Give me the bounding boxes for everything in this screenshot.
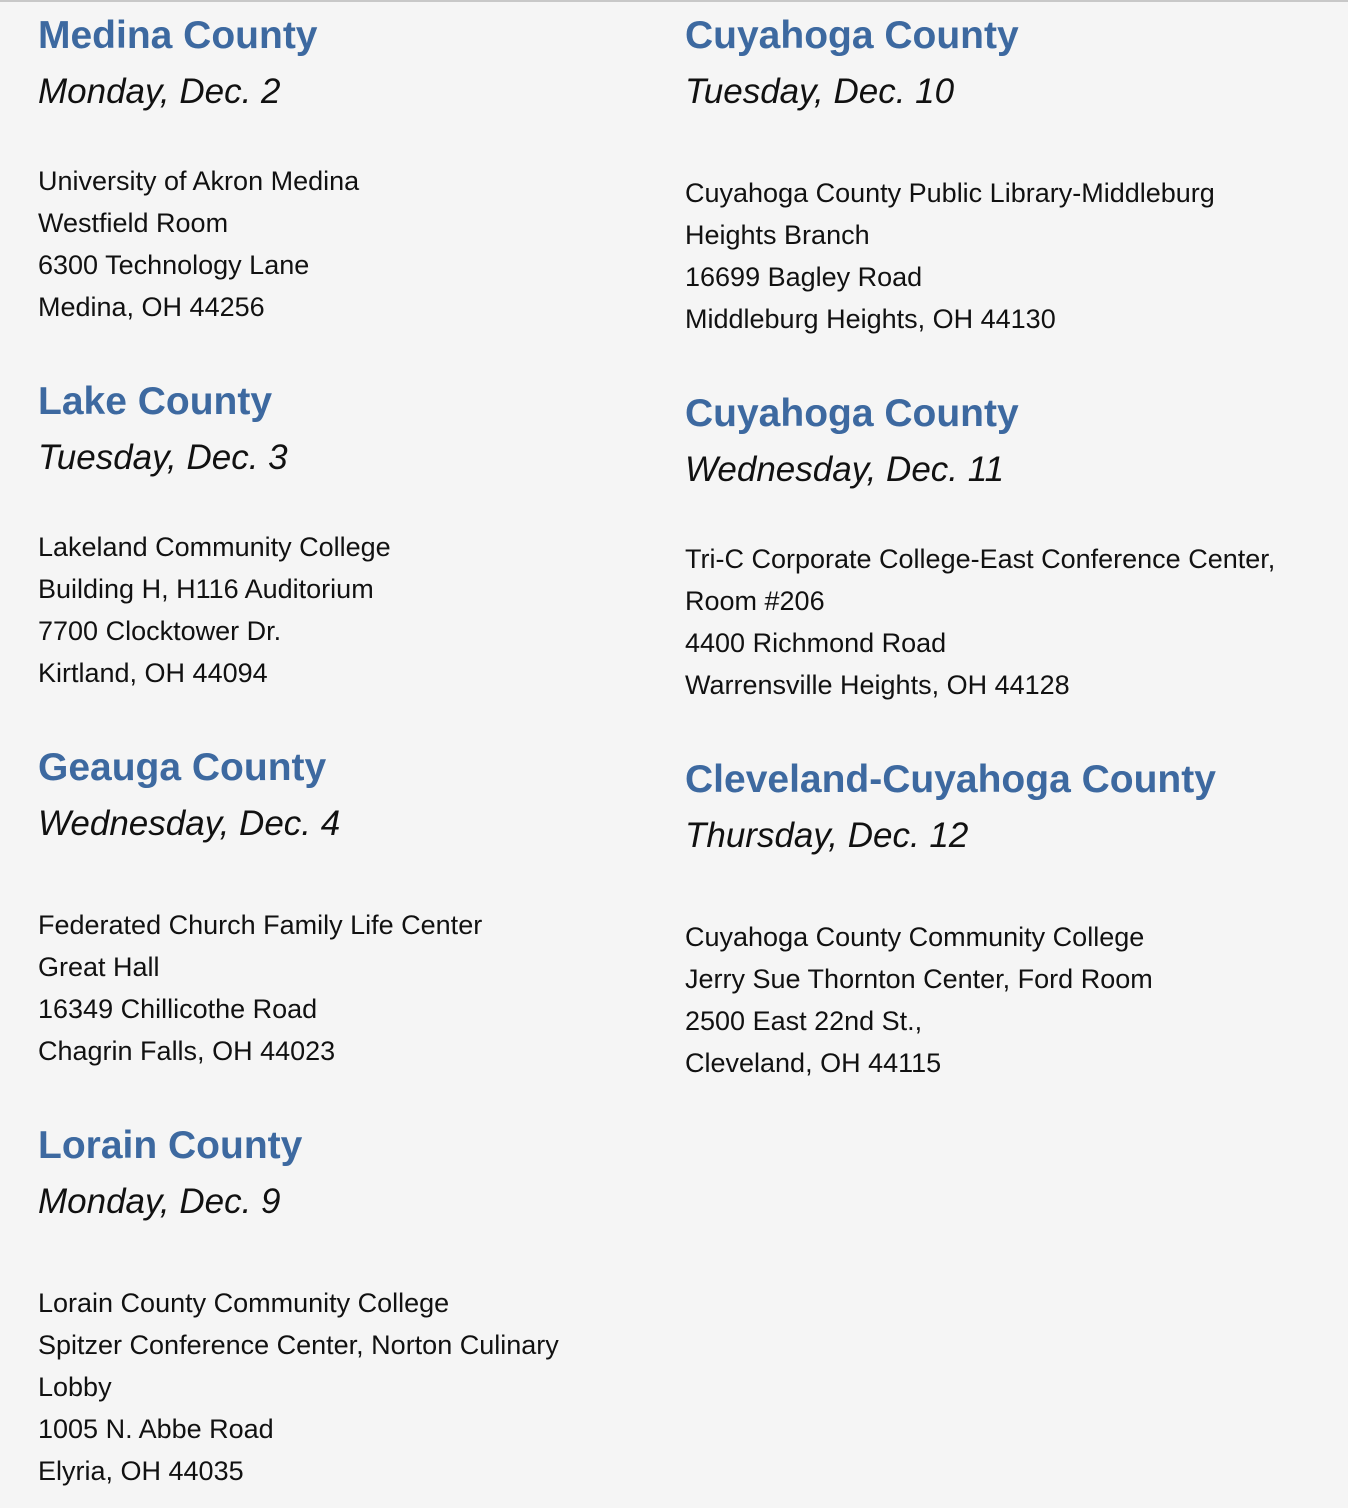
event-date: Wednesday, Dec. 4: [38, 804, 341, 843]
address-line: Lobby: [38, 1372, 112, 1402]
address-line: Cuyahoga County Public Library-Middleburg: [685, 178, 1215, 208]
county-heading: Cuyahoga County: [685, 14, 1019, 57]
event-medina: [38, 13, 638, 328]
county-heading: Medina County: [38, 14, 318, 57]
address-line: Medina, OH 44256: [38, 292, 265, 322]
address-line: Great Hall: [38, 952, 160, 982]
county-heading: Lake County: [38, 380, 273, 423]
address-line: Lorain County Community College: [38, 1288, 450, 1318]
address-line: Cleveland, OH 44115: [685, 1048, 942, 1078]
address-line: 7700 Clocktower Dr.: [38, 616, 282, 646]
event-date: Wednesday, Dec. 11: [685, 450, 1005, 489]
venue-address: [38, 1282, 638, 1492]
event-date: Thursday, Dec. 12: [685, 816, 969, 855]
event-date: Tuesday, Dec. 10: [685, 72, 955, 111]
address-line: 16349 Chillicothe Road: [38, 994, 318, 1024]
county-heading: Cleveland-Cuyahoga County: [685, 758, 1216, 801]
event-geauga: [38, 745, 638, 1072]
address-line: University of Akron Medina: [38, 166, 360, 196]
address-line: Room #206: [685, 586, 825, 616]
venue-address: [38, 904, 638, 1072]
address-line: Spitzer Conference Center, Norton Culinary: [38, 1330, 559, 1360]
address-line: Chagrin Falls, OH 44023: [38, 1036, 336, 1066]
address-line: Middleburg Heights, OH 44130: [685, 304, 1056, 334]
address-line: Elyria, OH 44035: [38, 1456, 244, 1486]
venue-address: [38, 526, 638, 694]
address-line: Building H, H116 Auditorium: [38, 574, 374, 604]
address-line: Federated Church Family Life Center: [38, 910, 483, 940]
address-line: Westfield Room: [38, 208, 229, 238]
event-lorain: [38, 1123, 638, 1492]
county-heading: Geauga County: [38, 746, 327, 789]
address-line: 6300 Technology Lane: [38, 250, 310, 280]
address-line: Warrensville Heights, OH 44128: [685, 670, 1070, 700]
county-heading: Cuyahoga County: [685, 392, 1019, 435]
event-cleveland: [685, 757, 1325, 1084]
address-line: 2500 East 22nd St.,: [685, 1006, 923, 1036]
address-line: 16699 Bagley Road: [685, 262, 923, 292]
event-lake: [38, 379, 638, 694]
event-date: Monday, Dec. 2: [38, 72, 281, 111]
address-line: 4400 Richmond Road: [685, 628, 947, 658]
address-line: Cuyahoga County Community College: [685, 922, 1145, 952]
address-line: Lakeland Community College: [38, 532, 391, 562]
venue-address: [685, 172, 1325, 340]
address-line: Heights Branch: [685, 220, 870, 250]
address-line: Kirtland, OH 44094: [38, 658, 268, 688]
county-heading: Lorain County: [38, 1124, 303, 1167]
venue-address: [685, 916, 1325, 1084]
address-line: 1005 N. Abbe Road: [38, 1414, 274, 1444]
event-date: Monday, Dec. 9: [38, 1182, 281, 1221]
address-line: Jerry Sue Thornton Center, Ford Room: [685, 964, 1153, 994]
event-cuyahoga-warrensville: [685, 391, 1325, 706]
venue-address: [685, 538, 1325, 706]
event-date: Tuesday, Dec. 3: [38, 438, 288, 477]
venue-address: [38, 160, 638, 328]
address-line: Tri-C Corporate College-East Conference Center,: [685, 544, 1276, 574]
event-cuyahoga-middleburg: [685, 13, 1325, 340]
